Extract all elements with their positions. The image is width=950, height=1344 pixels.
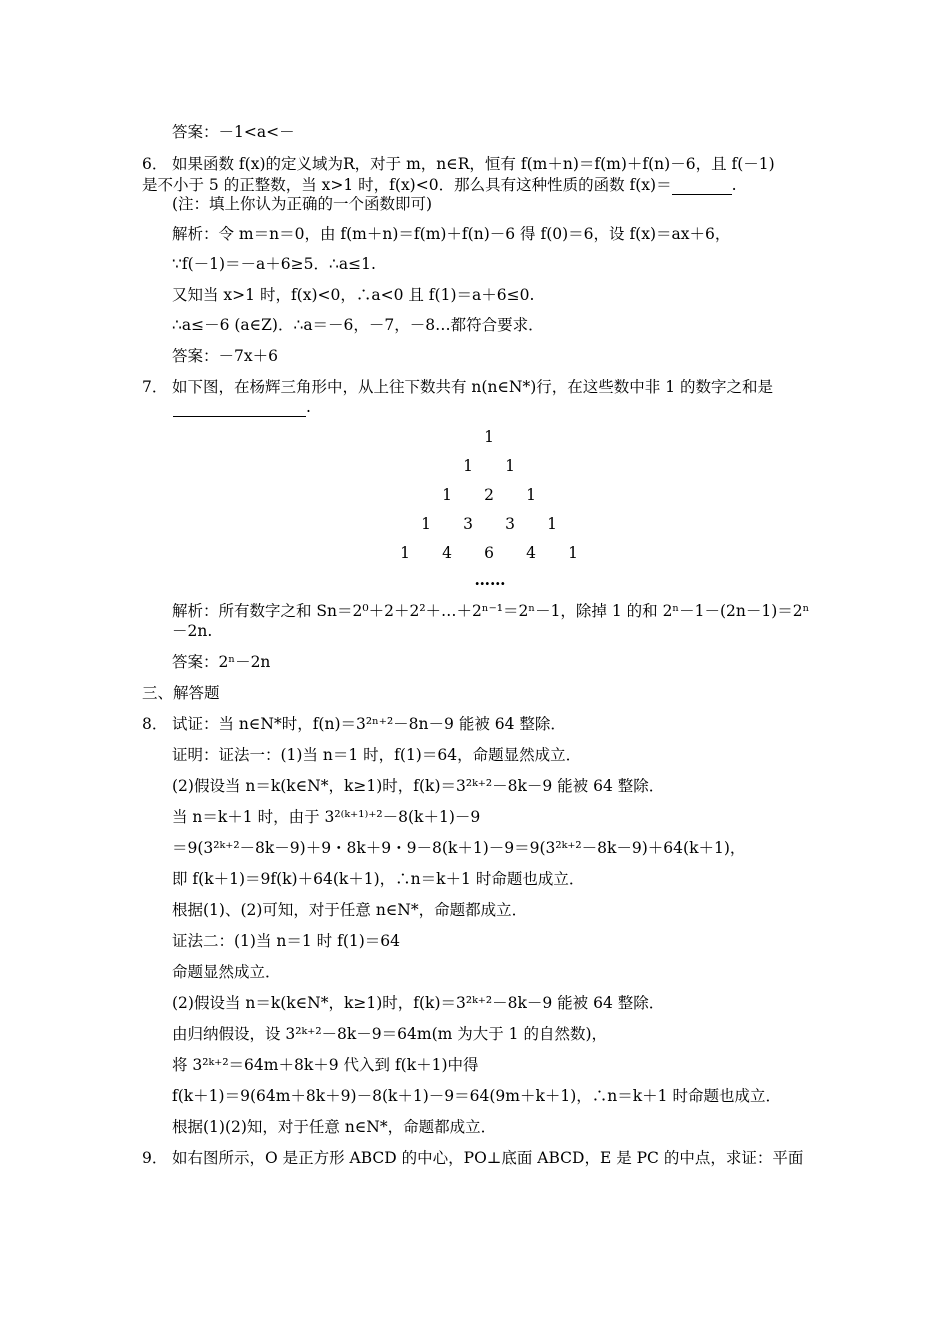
question-6-period: . bbox=[731, 176, 737, 194]
triangle-row-5 bbox=[0, 546, 950, 564]
q6-solution-line-2: ∵f(－1)＝－a＋6≥5．∴a≤1. bbox=[172, 255, 376, 273]
question-6-note: (注：填上你认为正确的一个函数即可) bbox=[172, 195, 433, 213]
q6-solution-line-3: 又知当 x>1 时，f(x)<0，∴a<0 且 f(1)＝a＋6≤0. bbox=[172, 286, 535, 304]
triangle-cell: 1 bbox=[505, 457, 515, 475]
question-8-number: 8． bbox=[142, 715, 168, 733]
q8-proof2-line-1: 证法二：(1)当 n＝1 时 f(1)＝64 bbox=[172, 932, 400, 950]
answer-blank-q7 bbox=[173, 400, 306, 417]
q6-solution-line-4: ∴a≤－6 (a∈Z)．∴a＝－6，－7，－8…都符合要求． bbox=[172, 316, 544, 334]
triangle-cell: 1 bbox=[547, 515, 557, 533]
q8-proof-line-4: ＝9(3²ᵏ⁺²－8k－9)＋9・8k＋9・9－8(k＋1)－9＝9(3²ᵏ⁺²－8k－9)＋64(k＋1)， bbox=[172, 839, 746, 857]
q8-proof2-line-4: 由归纳假设，设 3²ᵏ⁺²－8k－9＝64m(m 为大于 1 的自然数)， bbox=[172, 1025, 608, 1043]
answer-blank-q6 bbox=[672, 178, 732, 195]
q8-proof-line-3: 当 n＝k＋1 时，由于 3²⁽ᵏ⁺¹⁾⁺²－8(k＋1)－9 bbox=[172, 808, 481, 826]
triangle-cell: 1 bbox=[442, 486, 452, 504]
triangle-cell: 4 bbox=[526, 544, 536, 562]
triangle-row-4 bbox=[0, 517, 950, 535]
q8-proof-line-1: 证明：证法一：(1)当 n＝1 时，f(1)＝64，命题显然成立． bbox=[172, 746, 582, 764]
section-heading-3: 三、解答题 bbox=[142, 684, 220, 702]
triangle-cell: 3 bbox=[463, 515, 473, 533]
triangle-cell: 6 bbox=[484, 544, 494, 562]
q8-proof2-line-7: 根据(1)(2)知，对于任意 n∈N*，命题都成立． bbox=[172, 1118, 497, 1136]
question-6-text-cont bbox=[142, 178, 737, 195]
q7-solution-line-2: －2n. bbox=[172, 622, 213, 640]
answer-line-q5: 答案：－1<a<－ bbox=[172, 123, 295, 141]
triangle-cell: 1 bbox=[421, 515, 431, 533]
question-7-number: 7． bbox=[142, 378, 168, 396]
q8-proof2-line-3: (2)假设当 n＝k(k∈N*，k≥1)时，f(k)＝3²ᵏ⁺²－8k－9 能被 64 整除． bbox=[172, 994, 665, 1012]
question-7-blank-line bbox=[173, 400, 311, 417]
q7-solution-line-1: 解析：所有数字之和 Sn＝2⁰＋2＋2²＋…＋2ⁿ⁻¹＝2ⁿ－1，除掉 1 的和 2ⁿ－1－(2n－1)＝2ⁿ bbox=[172, 602, 810, 620]
triangle-cell: 2 bbox=[484, 486, 494, 504]
triangle-cell: 3 bbox=[505, 515, 515, 533]
q8-proof2-line-6: f(k＋1)＝9(64m＋8k＋9)－8(k＋1)－9＝64(9m＋k＋1)，∴n＝k＋1 时命题也成立． bbox=[172, 1087, 781, 1105]
triangle-row-3 bbox=[0, 488, 950, 506]
question-9-number: 9． bbox=[142, 1149, 168, 1167]
triangle-cell: 1 bbox=[463, 457, 473, 475]
q7-answer: 答案：2ⁿ－2n bbox=[172, 653, 271, 671]
question-6-text: 如果函数 f(x)的定义域为R，对于 m，n∈R，恒有 f(m＋n)＝f(m)＋f(n)－6，且 f(－1) bbox=[172, 155, 775, 173]
question-6-number: 6． bbox=[142, 155, 168, 173]
q6-solution-line-1: 解析：令 m＝n＝0，由 f(m＋n)＝f(m)＋f(n)－6 得 f(0)＝6，设 f(x)＝ax＋6， bbox=[172, 225, 731, 243]
question-6-text-cont-prefix: 是不小于 5 的正整数，当 x>1 时，f(x)<0．那么具有这种性质的函数 f(x)＝ bbox=[142, 176, 672, 194]
triangle-cell: 1 bbox=[526, 486, 536, 504]
triangle-row-1 bbox=[0, 430, 950, 448]
triangle-ellipsis: …… bbox=[474, 570, 506, 589]
q8-proof-line-5: 即 f(k＋1)＝9f(k)＋64(k＋1)，∴n＝k＋1 时命题也成立． bbox=[172, 870, 585, 888]
question-9-text: 如右图所示，O 是正方形 ABCD 的中心，PO⊥底面 ABCD，E 是 PC 的中点，求证：平面 bbox=[172, 1149, 804, 1167]
q8-proof2-line-5: 将 3²ᵏ⁺²＝64m＋8k＋9 代入到 f(k＋1)中得 bbox=[172, 1056, 479, 1074]
question-7-text: 如下图，在杨辉三角形中，从上往下数共有 n(n∈N*)行，在这些数中非 1 的数字之和是 bbox=[172, 378, 773, 396]
triangle-cell: 4 bbox=[442, 544, 452, 562]
triangle-cell: 1 bbox=[568, 544, 578, 562]
triangle-row-2 bbox=[0, 459, 950, 477]
q8-proof-line-6: 根据(1)、(2)可知，对于任意 n∈N*，命题都成立． bbox=[172, 901, 528, 919]
question-7-period: . bbox=[306, 398, 311, 416]
q8-proof-line-2: (2)假设当 n＝k(k∈N*，k≥1)时，f(k)＝3²ᵏ⁺²－8k－9 能被 64 整除． bbox=[172, 777, 665, 795]
question-8-text: 试证：当 n∈N*时，f(n)＝3²ⁿ⁺²－8n－9 能被 64 整除． bbox=[172, 715, 566, 733]
q6-answer: 答案：－7x＋6 bbox=[172, 347, 278, 365]
q8-proof2-line-2: 命题显然成立． bbox=[172, 963, 281, 981]
triangle-cell: 1 bbox=[484, 428, 494, 446]
triangle-cell: 1 bbox=[400, 544, 410, 562]
